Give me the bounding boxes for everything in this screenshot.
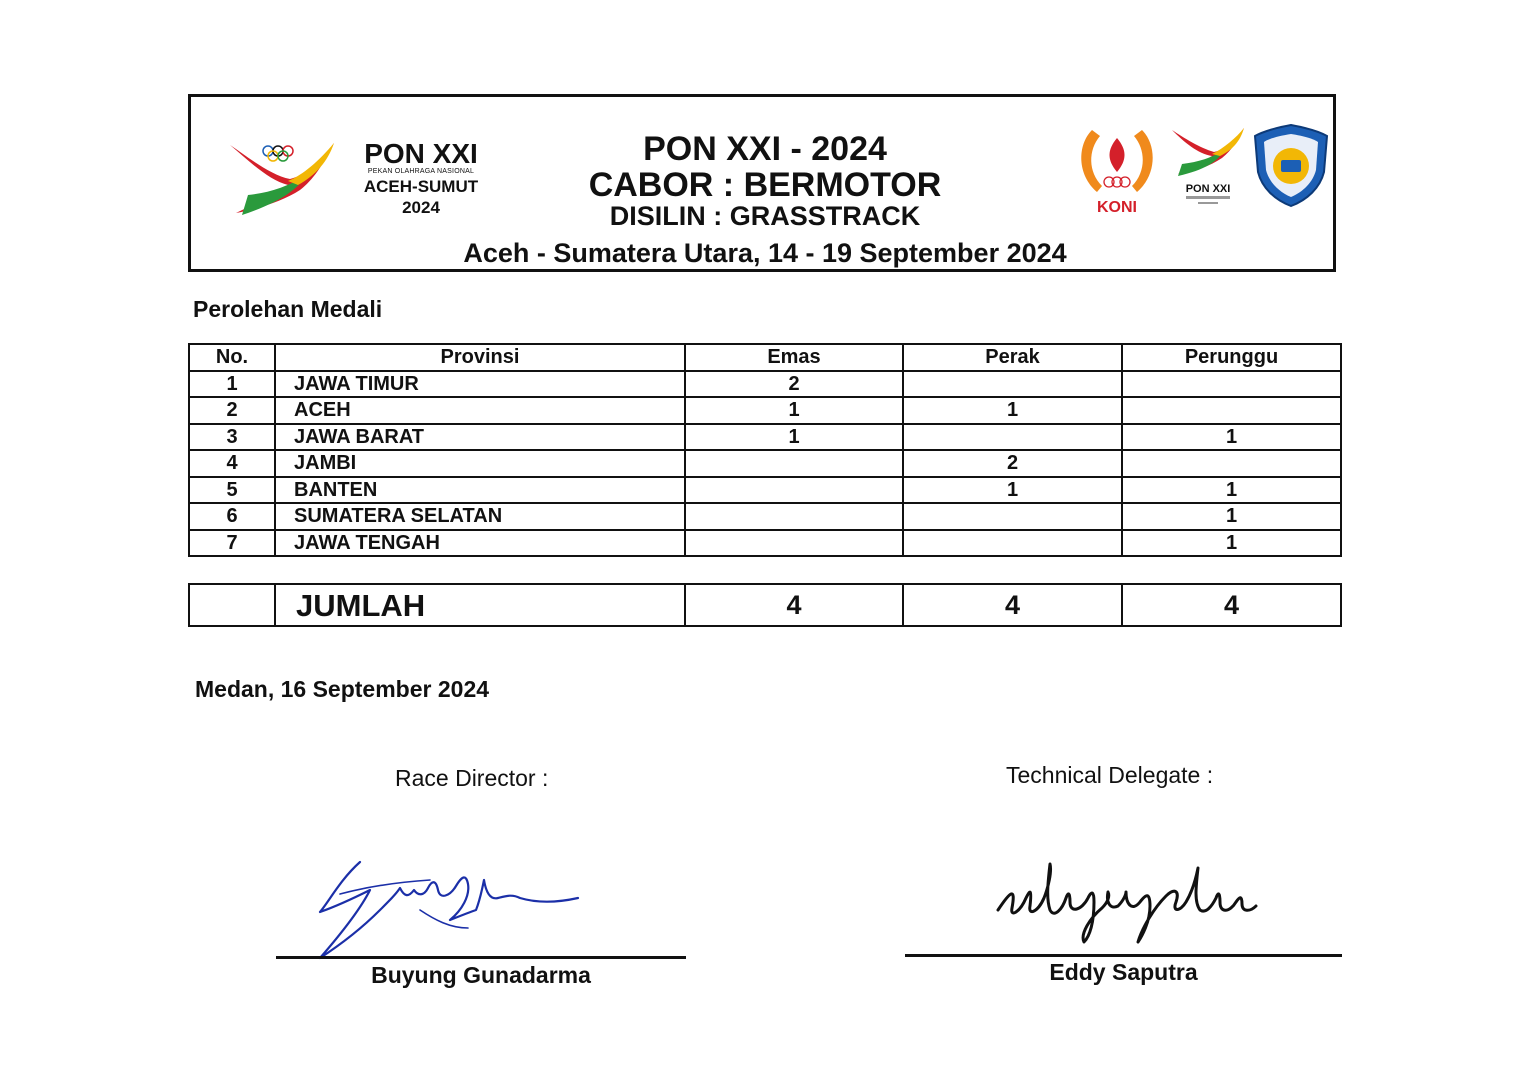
cell-perunggu bbox=[1122, 450, 1341, 477]
cell-provinsi: JAWA TENGAH bbox=[275, 530, 685, 557]
cell-provinsi: ACEH bbox=[275, 397, 685, 424]
cell-provinsi: JAWA TIMUR bbox=[275, 371, 685, 398]
cell-perak bbox=[903, 530, 1122, 557]
header-location-dates: Aceh - Sumatera Utara, 14 - 19 September 2024 bbox=[463, 238, 1067, 268]
total-label: JUMLAH bbox=[275, 584, 685, 626]
table-row bbox=[189, 397, 1341, 424]
name-race-director: Buyung Gunadarma bbox=[371, 962, 591, 988]
cell-emas bbox=[685, 477, 903, 504]
column-header-perak: Perak bbox=[903, 344, 1122, 371]
signature-technical-delegate bbox=[990, 852, 1290, 947]
cell-perak bbox=[903, 503, 1122, 530]
cell-perak bbox=[903, 424, 1122, 451]
cell-perak: 1 bbox=[903, 397, 1122, 424]
cell-provinsi: BANTEN bbox=[275, 477, 685, 504]
cell-provinsi: SUMATERA SELATAN bbox=[275, 503, 685, 530]
pon-logo-subtitle: PEKAN OLAHRAGA NASIONAL bbox=[367, 168, 475, 175]
cell-perunggu: 1 bbox=[1122, 477, 1341, 504]
cell-no: 6 bbox=[189, 503, 275, 530]
pon-logo-region: ACEH-SUMUT bbox=[363, 177, 479, 196]
cell-no: 4 bbox=[189, 450, 275, 477]
pon-xxi-logo bbox=[228, 135, 338, 220]
role-technical-delegate: Technical Delegate : bbox=[1006, 762, 1214, 788]
cell-emas: 1 bbox=[685, 424, 903, 451]
pon-logo-year: 2024 bbox=[402, 198, 440, 217]
cell-provinsi: JAMBI bbox=[275, 450, 685, 477]
header-discipline: DISILIN : GRASSTRACK bbox=[609, 201, 921, 231]
signature-line-left bbox=[276, 956, 686, 959]
cell-no: 2 bbox=[189, 397, 275, 424]
table-row bbox=[189, 371, 1341, 398]
cell-provinsi: JAWA BARAT bbox=[275, 424, 685, 451]
cell-perunggu: 1 bbox=[1122, 503, 1341, 530]
column-header-emas: Emas bbox=[685, 344, 903, 371]
header-event-title: PON XXI - 2024 bbox=[643, 130, 887, 168]
cell-perak: 1 bbox=[903, 477, 1122, 504]
table-row bbox=[189, 530, 1341, 557]
total-emas: 4 bbox=[685, 584, 903, 626]
cell-perunggu: 1 bbox=[1122, 424, 1341, 451]
total-empty-cell bbox=[189, 584, 275, 626]
cell-emas: 2 bbox=[685, 371, 903, 398]
medal-table bbox=[188, 343, 1342, 557]
cell-perunggu bbox=[1122, 397, 1341, 424]
table-header-row bbox=[189, 344, 1341, 371]
total-perak: 4 bbox=[903, 584, 1122, 626]
cell-no: 3 bbox=[189, 424, 275, 451]
role-race-director: Race Director : bbox=[395, 765, 549, 791]
total-perunggu: 4 bbox=[1122, 584, 1341, 626]
name-technical-delegate: Eddy Saputra bbox=[1049, 959, 1198, 985]
imi-logo bbox=[1252, 122, 1330, 208]
pon-small-logo-text: PON XXI bbox=[1185, 183, 1231, 195]
cell-perak bbox=[903, 371, 1122, 398]
table-row bbox=[189, 424, 1341, 451]
cell-perunggu: 1 bbox=[1122, 530, 1341, 557]
total-row bbox=[189, 584, 1341, 626]
total-table bbox=[188, 583, 1342, 627]
table-row bbox=[189, 477, 1341, 504]
section-title: Perolehan Medali bbox=[193, 296, 383, 322]
cell-emas bbox=[685, 450, 903, 477]
pon-logo-title: PON XXI bbox=[364, 138, 478, 169]
koni-label: KONI bbox=[1097, 199, 1137, 215]
cell-no: 5 bbox=[189, 477, 275, 504]
signature-race-director bbox=[300, 850, 590, 965]
cell-emas bbox=[685, 530, 903, 557]
cell-perunggu bbox=[1122, 371, 1341, 398]
table-row bbox=[189, 503, 1341, 530]
pon-small-logo bbox=[1168, 122, 1248, 214]
signature-line-right bbox=[905, 954, 1342, 957]
column-header-no: No. bbox=[189, 344, 275, 371]
cell-emas: 1 bbox=[685, 397, 903, 424]
place-date: Medan, 16 September 2024 bbox=[195, 676, 490, 702]
cell-no: 7 bbox=[189, 530, 275, 557]
column-header-perunggu: Perunggu bbox=[1122, 344, 1341, 371]
column-header-provinsi: Provinsi bbox=[275, 344, 685, 371]
cell-perak: 2 bbox=[903, 450, 1122, 477]
cell-no: 1 bbox=[189, 371, 275, 398]
koni-logo bbox=[1072, 120, 1162, 215]
header-cabor: CABOR : BERMOTOR bbox=[588, 166, 942, 204]
cell-emas bbox=[685, 503, 903, 530]
table-row bbox=[189, 450, 1341, 477]
